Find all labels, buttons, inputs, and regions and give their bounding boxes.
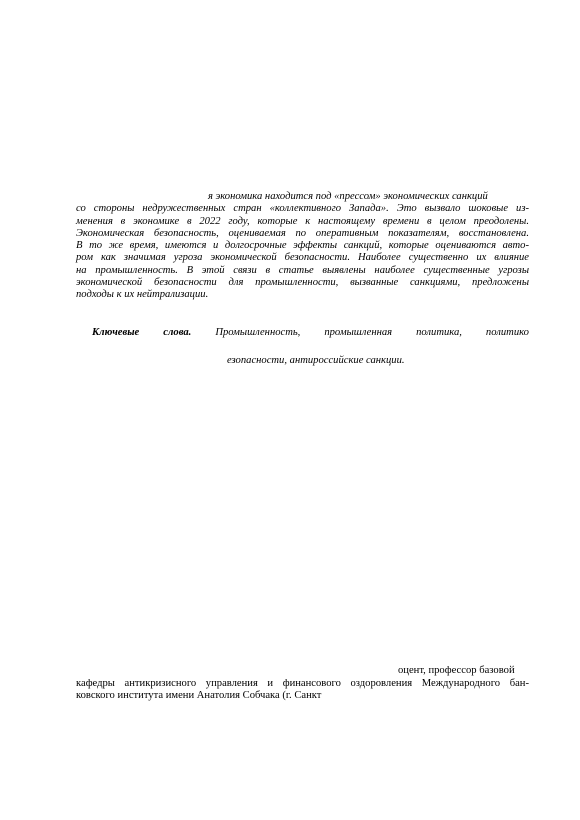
- abstract-text: [76, 191, 529, 302]
- abstract-line: экономической безопасности для промышленности, вызванные санкциями, предложены: [76, 277, 529, 289]
- author-line: ковского института имени Анатолия Собчака (г. Санкт: [76, 690, 322, 701]
- keywords-label-word: слова: [163, 327, 189, 338]
- keywords-label: Ключевые: [92, 327, 140, 338]
- keywords-label-dot: .: [188, 327, 192, 338]
- abstract-line: со стороны недружественных стран «коллективного Запада». Это вызвало шоковые из-: [76, 203, 529, 215]
- keywords-continuation: езопасности, антироссийские санкции.: [227, 355, 405, 366]
- author-line: кафедры антикризисного управления и финансового оздоровления Международного бан-: [76, 677, 529, 689]
- keyword: Промышленность,: [215, 327, 301, 338]
- abstract-line: менения в экономике в 2022 году, которые к настоящему времени в целом преодолены.: [76, 215, 529, 227]
- abstract-line: я экономика находится под «прессом» экономических санкций: [208, 191, 488, 202]
- author-line: оцент, профессор базовой: [398, 665, 515, 676]
- author-info: [76, 665, 529, 703]
- keyword: политика,: [416, 327, 462, 338]
- abstract-line: Экономическая безопасность, оцениваемая по оперативным показателям, восстановлена.: [76, 227, 529, 239]
- keywords-label: [163, 327, 191, 338]
- abstract-line: подходы к их нейтрализации.: [76, 289, 209, 301]
- abstract-line: В то же время, имеются и долгосрочные эффекты санкций, которые оцениваются авто-: [76, 240, 529, 252]
- keyword: промышленная: [324, 327, 393, 338]
- abstract-line: на промышленность. В этой связи в статье выявлены наиболее существенные угрозы: [76, 264, 529, 276]
- keywords-line: [92, 327, 529, 339]
- keyword: политико: [485, 327, 529, 338]
- abstract-line: ром как значимая угроза экономической безопасности. Наиболее существенно их влияние: [76, 252, 529, 264]
